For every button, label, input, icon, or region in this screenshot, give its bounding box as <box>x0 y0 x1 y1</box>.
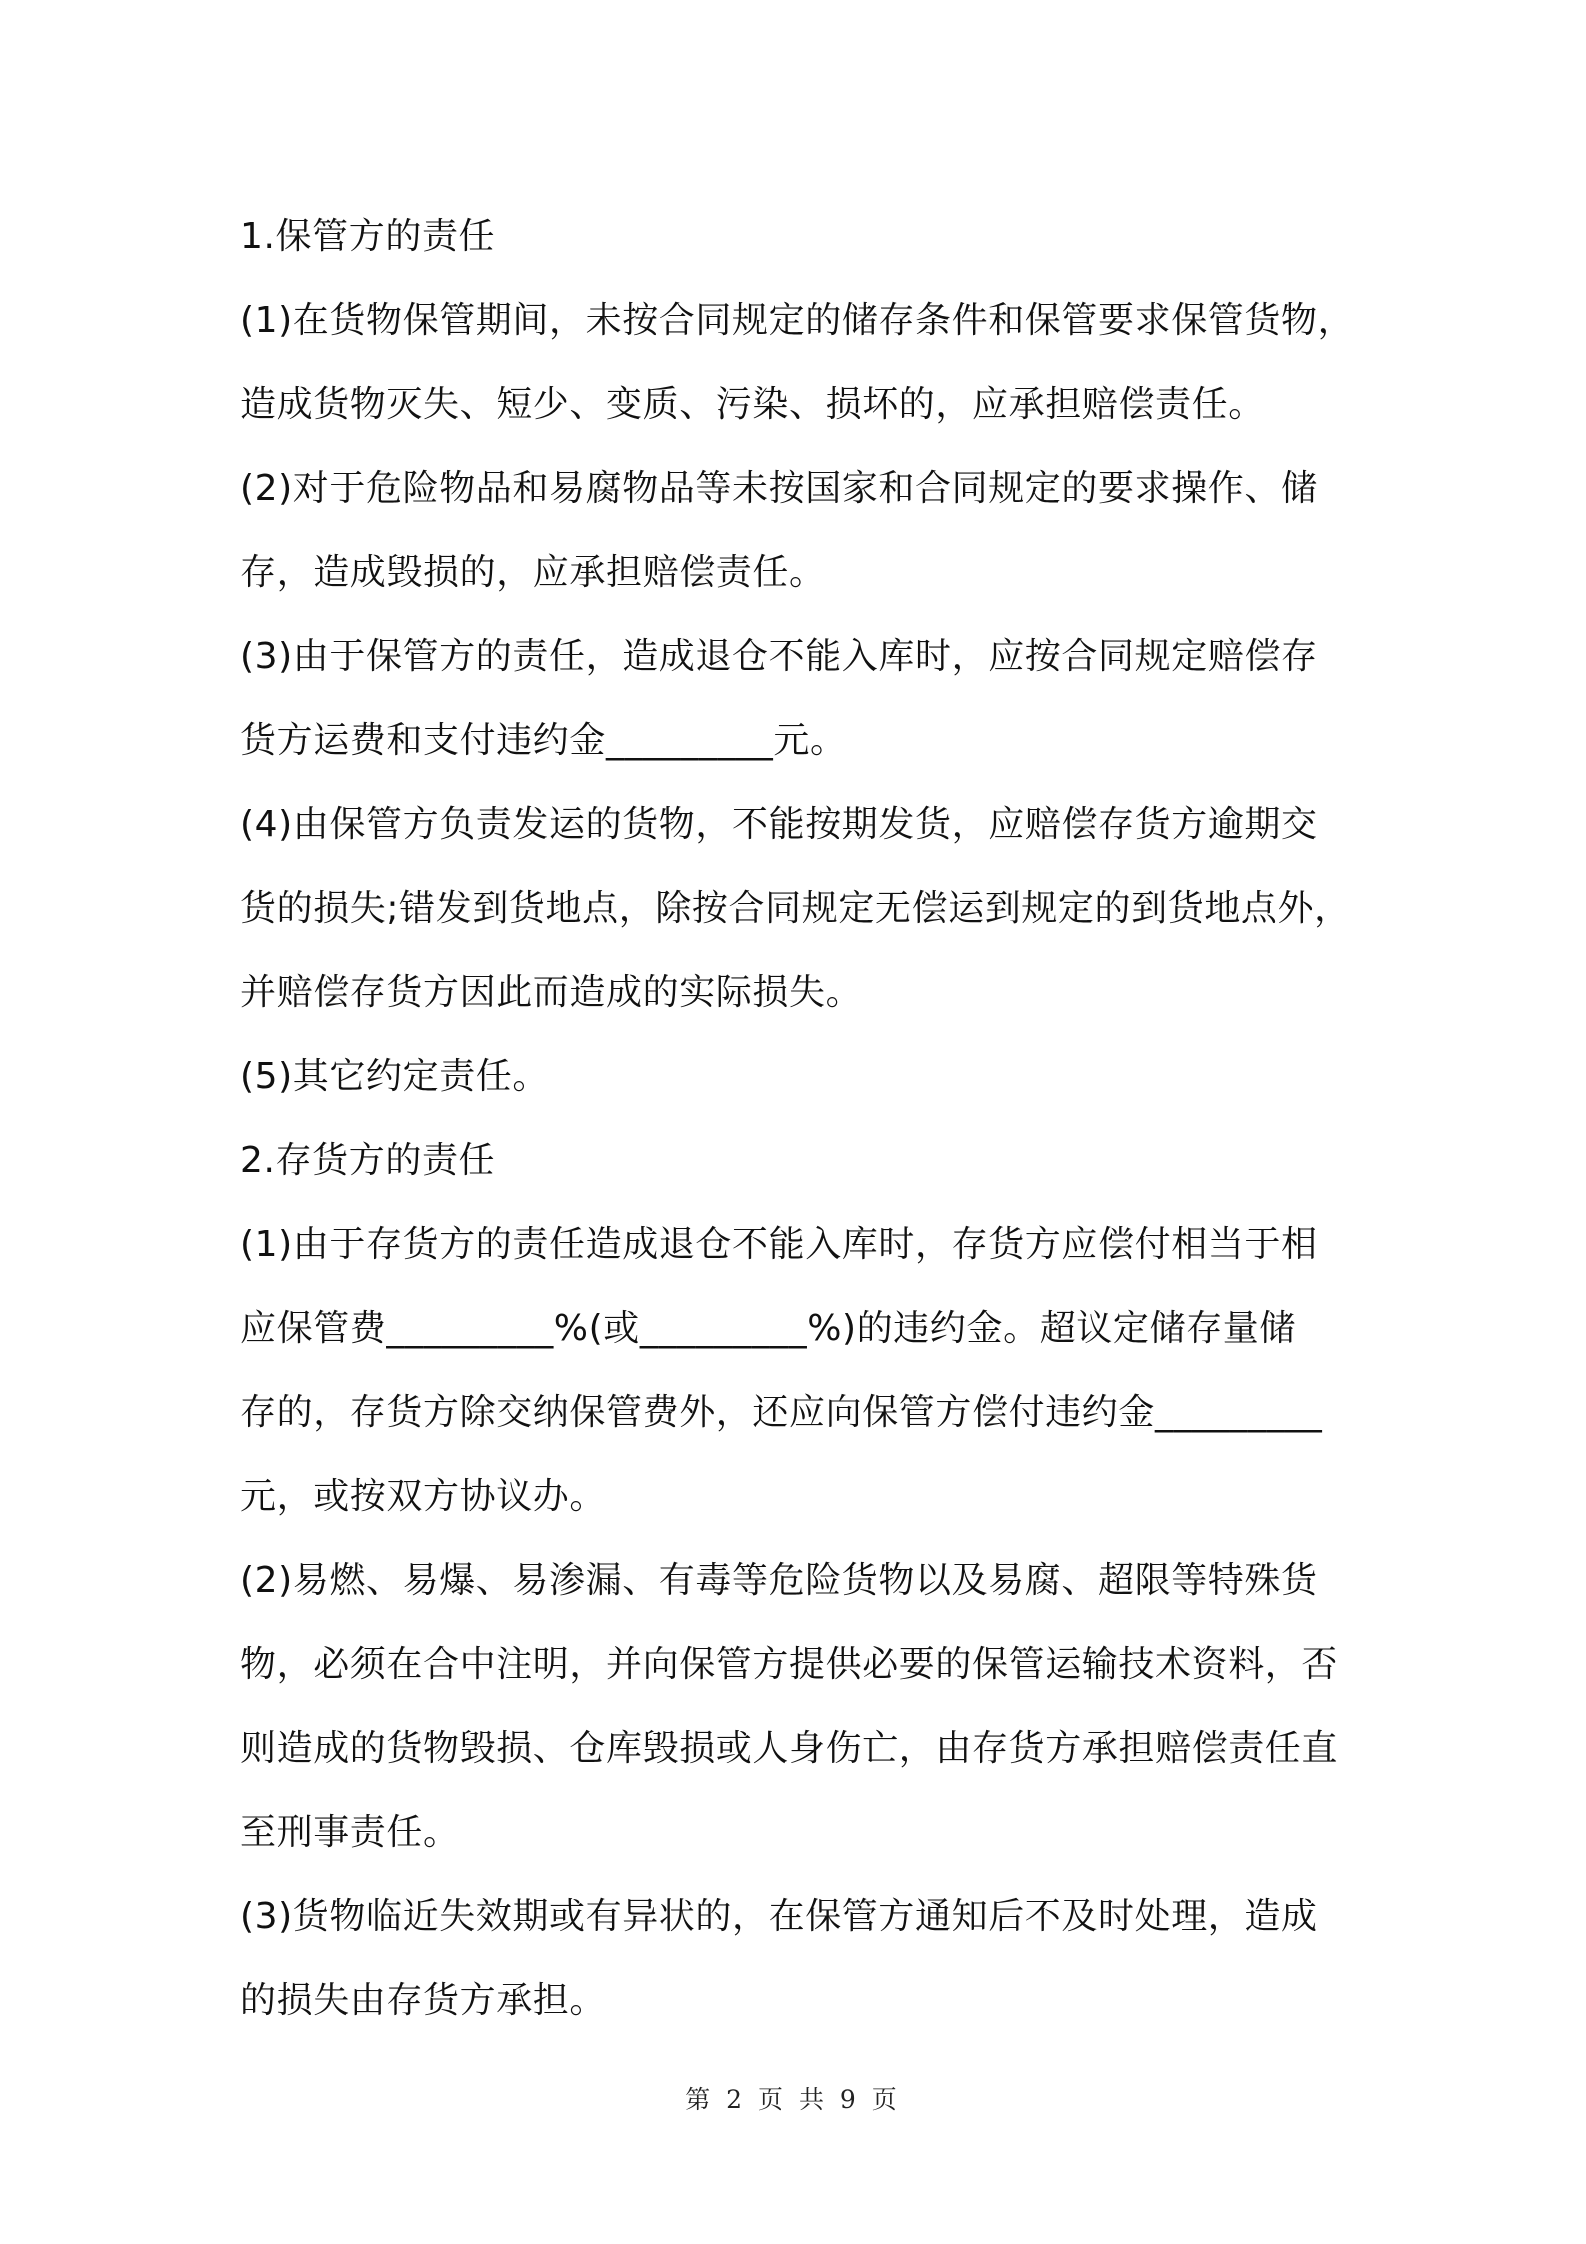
text-line: 存，造成毁损的，应承担赔偿责任。 <box>240 552 826 593</box>
text-line: (5)其它约定责任。 <box>240 1056 549 1097</box>
text-line: (1)由于存货方的责任造成退仓不能入库时，存货方应偿付相当于相 <box>240 1224 1318 1265</box>
text-line: 货的损失;错发到货地点，除按合同规定无偿运到规定的到货地点外， <box>240 888 1351 929</box>
text-line: (3)由于保管方的责任，造成退仓不能入库时，应按合同规定赔偿存 <box>240 636 1318 677</box>
text-line: 造成货物灭失、短少、变质、污染、损坏的，应承担赔偿责任。 <box>240 384 1265 425</box>
text-line: 则造成的货物毁损、仓库毁损或人身伤亡，由存货方承担赔偿责任直 <box>240 1728 1339 1769</box>
document-body <box>240 195 1360 2043</box>
section-heading-depositor: 2.存货方的责任 <box>240 1140 496 1181</box>
text-line: (1)在货物保管期间，未按合同规定的储存条件和保管要求保管货物， <box>240 300 1355 341</box>
page-number-footer: 第 2 页 共 9 页 <box>685 2085 901 2114</box>
text-line: (2)易燃、易爆、易渗漏、有毒等危险货物以及易腐、超限等特殊货 <box>240 1560 1318 1601</box>
text-line: 的损失由存货方承担。 <box>240 1980 607 2021</box>
text-line: 物，必须在合中注明，并向保管方提供必要的保管运输技术资料，否 <box>240 1644 1339 1685</box>
section-heading-custodian: 1.保管方的责任 <box>240 216 496 257</box>
text-line: 元，或按双方协议办。 <box>240 1476 607 1517</box>
text-line: (3)货物临近失效期或有异状的，在保管方通知后不及时处理，造成 <box>240 1896 1318 1937</box>
text-line: (2)对于危险物品和易腐物品等未按国家和合同规定的要求操作、储 <box>240 468 1318 509</box>
text-line: (4)由保管方负责发运的货物，不能按期发货，应赔偿存货方逾期交 <box>240 804 1318 845</box>
text-line: 货方运费和支付违约金_________元。 <box>240 720 847 761</box>
text-line: 至刑事责任。 <box>240 1812 460 1853</box>
text-line: 并赔偿存货方因此而造成的实际损失。 <box>240 972 863 1013</box>
text-line: 存的，存货方除交纳保管费外，还应向保管方偿付违约金_________ <box>240 1392 1323 1433</box>
text-line: 应保管费_________%(或_________%)的违约金。超议定储存量储 <box>240 1308 1296 1349</box>
